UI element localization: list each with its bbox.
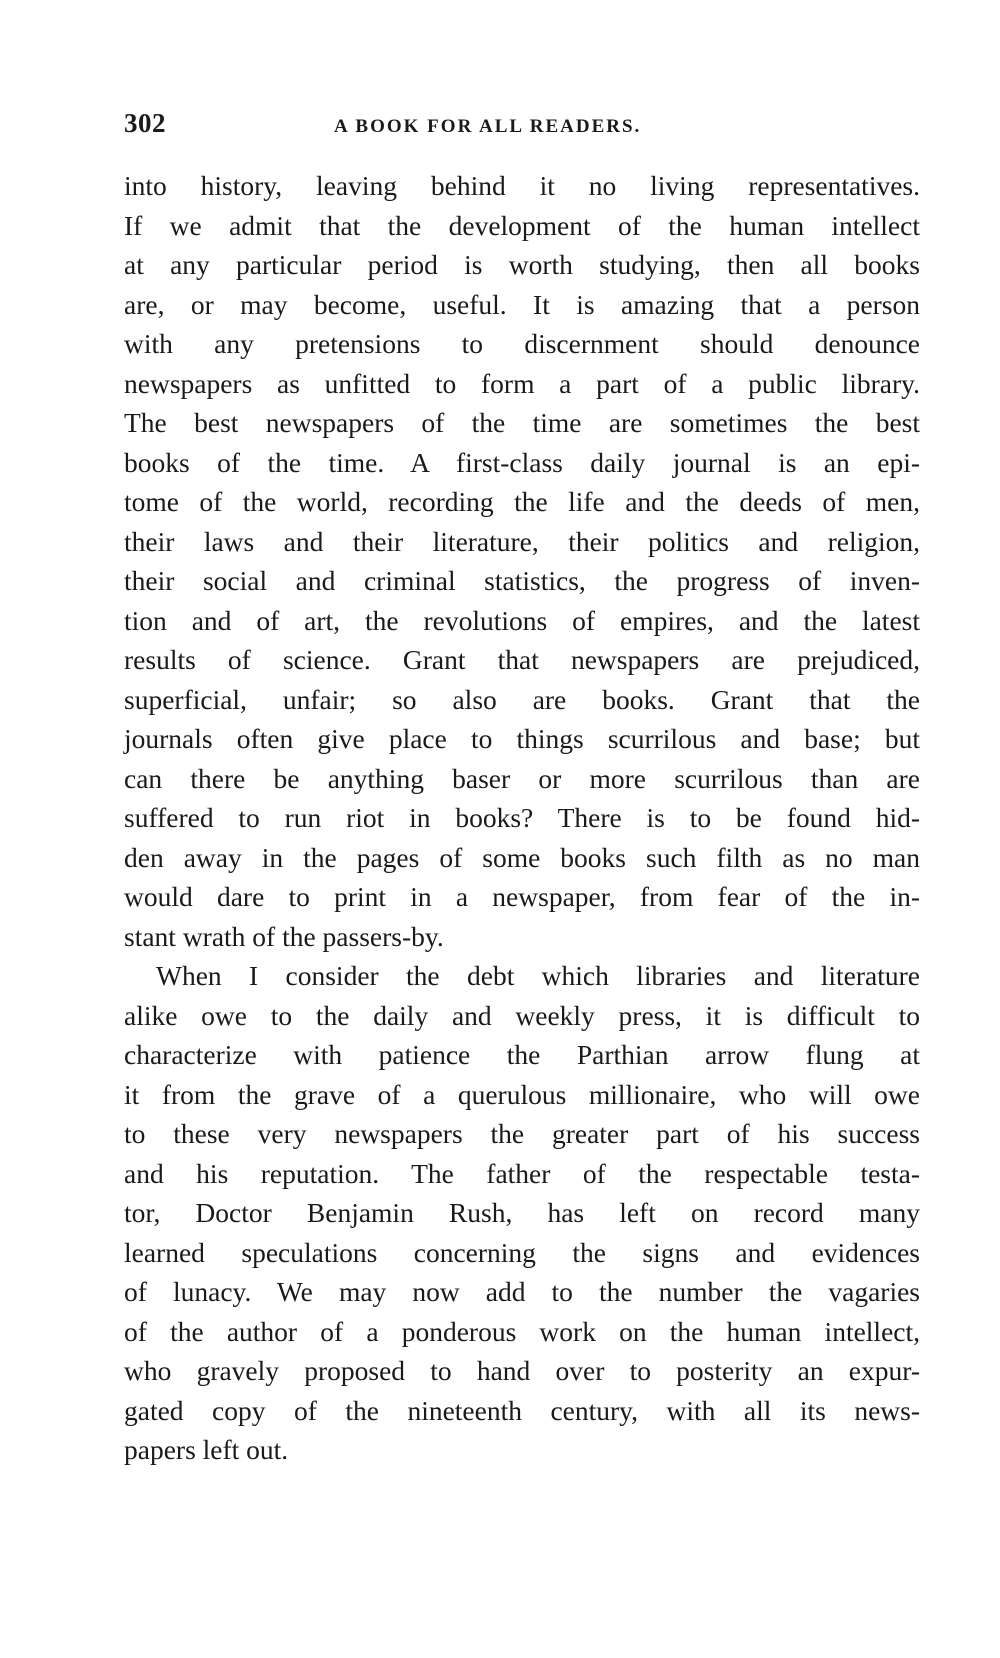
text-line: their laws and their literature, their politics and religion, [124,525,920,557]
text-line: with any pretensions to discernment should denounce [124,328,920,359]
text-line: den away in the pages of some books such filth as no man [124,841,920,873]
text-line: When I consider the debt which libraries and literature [156,960,920,991]
text-line: into history, leaving behind it no living representatives. [124,170,920,201]
text-line: of the author of a ponderous work on the human intellect, [124,1315,920,1347]
text-line: at any particular period is worth studying, then all books [124,249,920,280]
paragraph [124,166,920,956]
running-head [124,108,920,148]
text-line: tion and of art, the revolutions of empires, and the latest [124,604,920,636]
text-line: and his reputation. The father of the respectable testa- [124,1157,920,1189]
page-number: 302 [124,108,166,138]
text-line: alike owe to the daily and weekly press, it is difficult to [124,999,920,1031]
text-line: of lunacy. We may now add to the number the vagaries [124,1276,920,1307]
running-title: A BOOK FOR ALL READERS. [334,116,642,137]
text-line: If we admit that the development of the human intellect [124,209,920,241]
text-line: it from the grave of a querulous millionaire, who will owe [124,1078,920,1110]
text-line: newspapers as unfitted to form a part of a public library. [124,367,920,399]
text-line: results of science. Grant that newspapers are prejudiced, [124,644,920,675]
text-line: tome of the world, recording the life and the deeds of men, [124,486,920,517]
text-line: journals often give place to things scurrilous and base; but [124,723,920,754]
text-line: suffered to run riot in books? There is to be found hid- [124,802,920,833]
text-line: superficial, unfair; so also are books. Grant that the [124,683,920,715]
text-line: who gravely proposed to hand over to posterity an expur- [124,1355,920,1386]
text-line: papers left out. [124,1434,289,1465]
text-line: characterize with patience the Parthian arrow flung at [124,1039,920,1070]
text-line: stant wrath of the passers-by. [124,920,444,952]
body-text [124,166,920,1470]
paragraph [124,956,920,1470]
text-line: books of the time. A first-class daily journal is an epi- [124,446,920,478]
text-line: would dare to print in a newspaper, from fear of the in- [124,881,920,912]
text-line: to these very newspapers the greater part of his success [124,1118,920,1149]
text-line: tor, Doctor Benjamin Rush, has left on record many [124,1197,920,1228]
text-line: gated copy of the nineteenth century, with all its news- [124,1394,920,1426]
text-line: learned speculations concerning the signs and evidences [124,1236,920,1268]
text-line: can there be anything baser or more scurrilous than are [124,762,920,794]
text-line: The best newspapers of the time are sometimes the best [124,407,920,438]
text-line: their social and criminal statistics, the progress of inven- [124,565,920,596]
text-line: are, or may become, useful. It is amazing that a person [124,288,920,320]
